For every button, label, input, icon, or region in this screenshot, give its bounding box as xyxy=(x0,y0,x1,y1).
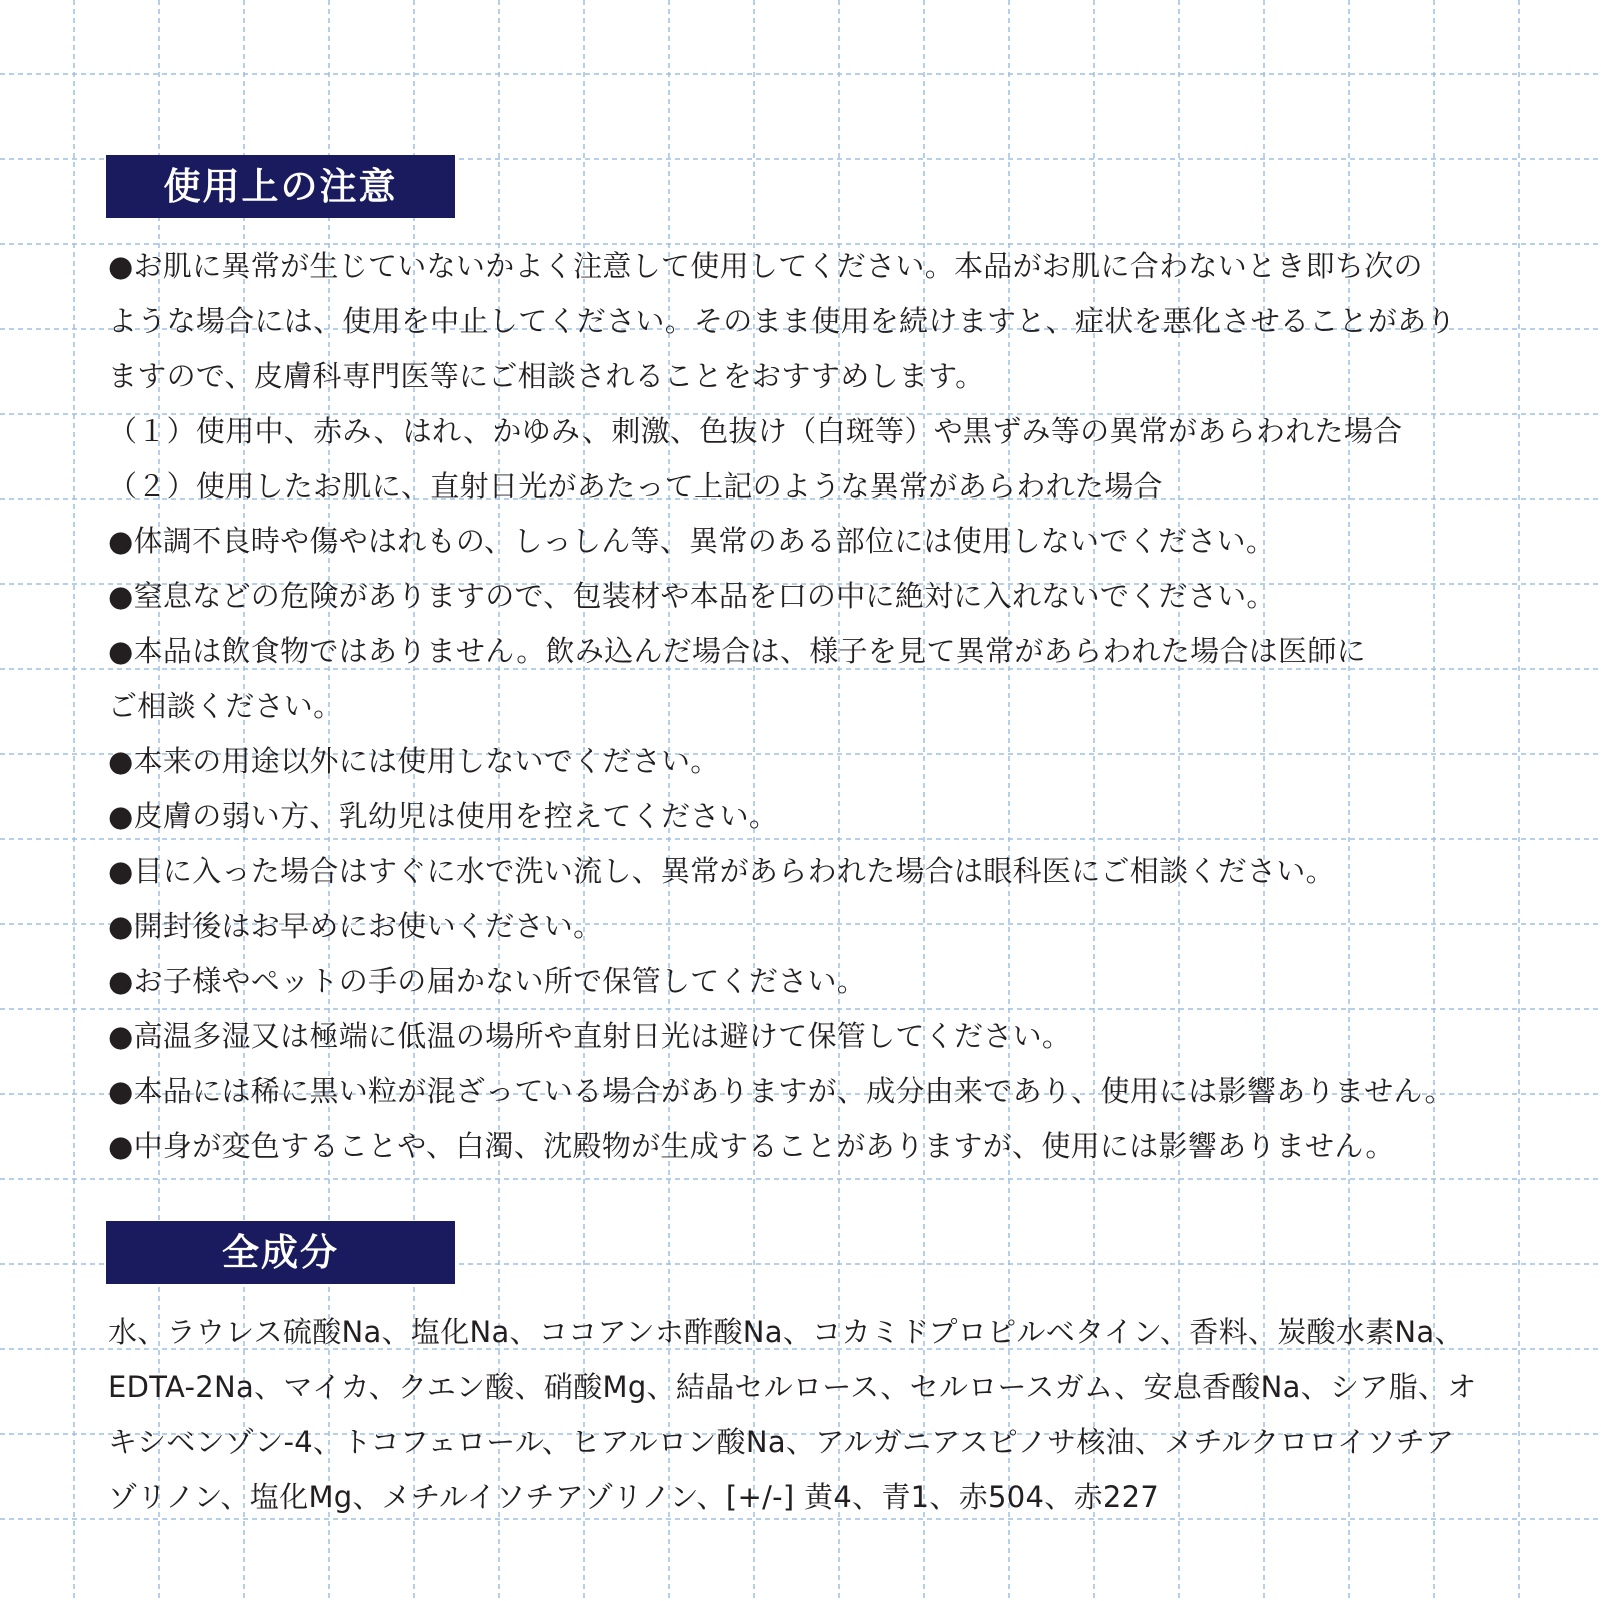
caution-line: ●本品には稀に黒い粒が混ざっている場合がありますが、成分由来であり、使用には影響ありません。 xyxy=(108,1074,1454,1108)
caution-line: ●目に入った場合はすぐに水で洗い流し、異常があらわれた場合は眼科医にご相談ください。 xyxy=(108,854,1335,888)
caution-line: ●窒息などの危険がありますので、包装材や本品を口の中に絶対に入れないでください。 xyxy=(108,579,1276,613)
cautions-text-block xyxy=(108,239,1508,1174)
cautions-section-title: 使用上の注意 xyxy=(106,155,455,218)
caution-line: ●本来の用途以外には使用しないでください。 xyxy=(108,744,720,778)
ingredient-line: キシベンゾン-4、トコフェロール、ヒアルロン酸Na、アルガニアスピノサ核油、メチルクロロイソチア xyxy=(108,1425,1455,1459)
caution-line: ●中身が変色することや、白濁、沈殿物が生成することがありますが、使用には影響ありません。 xyxy=(108,1129,1395,1163)
caution-line: （２）使用したお肌に、直射日光があたって上記のような異常があらわれた場合 xyxy=(108,469,1163,503)
caution-line: ご相談ください。 xyxy=(108,689,343,723)
ingredients-section-title: 全成分 xyxy=(106,1221,455,1284)
caution-line: ●お子様やペットの手の届かない所で保管してください。 xyxy=(108,964,867,998)
caution-line: ●本品は飲食物ではありません。飲み込んだ場合は、様子を見て異常があらわれた場合は医師に xyxy=(108,634,1366,668)
ingredients-text-block xyxy=(108,1305,1508,1525)
caution-line: ●お肌に異常が生じていないかよく注意して使用してください。本品がお肌に合わないとき即ち次の xyxy=(108,249,1423,283)
ingredient-line: 水、ラウレス硫酸Na、塩化Na、ココアンホ酢酸Na、コカミドプロピルベタイン、香料、炭酸水素Na、 xyxy=(108,1315,1464,1349)
ingredient-line: ゾリノン、塩化Mg、メチルイソチアゾリノン、[+/-] 黄4、青1、赤504、赤227 xyxy=(108,1480,1160,1514)
caution-line: （１）使用中、赤み、はれ、かゆみ、刺激、色抜け（白斑等）や黒ずみ等の異常があらわれた場合 xyxy=(108,414,1403,448)
caution-line: ますので、皮膚科専門医等にご相談されることをおすすめします。 xyxy=(108,359,985,393)
ingredient-line: EDTA-2Na、マイカ、クエン酸、硝酸Mg、結晶セルロース、セルロースガム、安息香酸Na、シア脂、オ xyxy=(108,1370,1477,1404)
caution-line: ●開封後はお早めにお使いください。 xyxy=(108,909,603,943)
caution-line: ような場合には、使用を中止してください。そのまま使用を続けますと、症状を悪化させることがあり xyxy=(108,304,1456,338)
caution-line: ●皮膚の弱い方、乳幼児は使用を控えてください。 xyxy=(108,799,779,833)
caution-line: ●体調不良時や傷やはれもの、しっしん等、異常のある部位には使用しないでください。 xyxy=(108,524,1276,558)
caution-line: ●高温多湿又は極端に低温の場所や直射日光は避けて保管してください。 xyxy=(108,1019,1072,1053)
